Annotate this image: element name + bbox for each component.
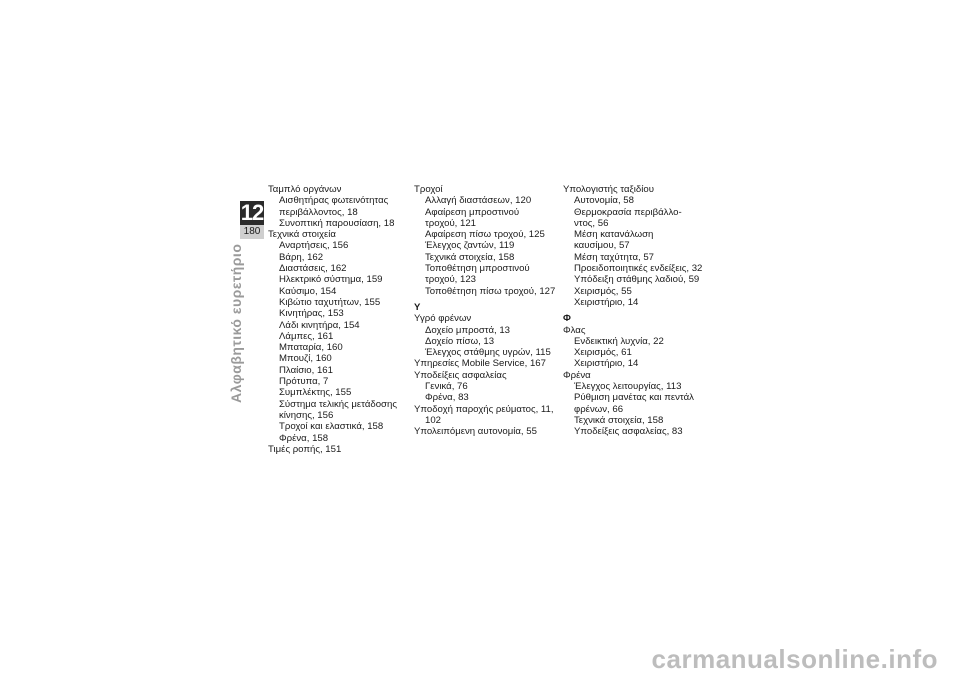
- index-subentry: Μπουζί, 160: [279, 353, 332, 365]
- index-subentry: Έλεγχος στάθμης υγρών, 115: [425, 347, 551, 359]
- index-subentry: Χειρισμός, 55: [574, 285, 632, 297]
- index-entry: Υγρό φρένων: [414, 313, 472, 325]
- index-subentry: καυσίμου, 57: [574, 240, 630, 252]
- index-subentry: Αναρτήσεις, 156: [279, 240, 349, 252]
- index-subentry: Προειδοποιητικές ενδείξεις, 32: [574, 263, 703, 275]
- index-subentry: Αυτονομία, 58: [574, 195, 634, 207]
- watermark: carmanualsonline.info: [651, 644, 938, 674]
- index-entry: Υποδοχή παροχής ρεύματος, 11,: [414, 403, 554, 415]
- index-subentry: Αισθητήρας φωτεινότητας: [279, 195, 389, 207]
- index-subentry: Αφαίρεση μπροστινού: [425, 206, 520, 218]
- index-subentry: Αλλαγή διαστάσεων, 120: [425, 195, 532, 207]
- index-subentry: Τεχνικά στοιχεία, 158: [574, 414, 664, 426]
- index-subentry: Μπαταρία, 160: [279, 342, 343, 354]
- index-subentry: Ενδεικτική λυχνία, 22: [574, 335, 664, 347]
- index-entry: Φλας: [563, 324, 586, 336]
- chapter-tab: [240, 201, 264, 239]
- index-subentry: τροχού, 123: [425, 274, 477, 286]
- index-entry: Ταμπλό οργάνων: [268, 184, 342, 195]
- index-subentry: Κιβώτιο ταχυτήτων, 155: [279, 296, 381, 308]
- index-subentry: 102: [425, 414, 442, 426]
- index-subentry: Τοποθέτηση πίσω τροχού, 127: [425, 285, 556, 297]
- index-entry: Υπολειπόμενη αυτονομία, 55: [414, 426, 537, 438]
- index-subentry: Έλεγχος λειτουργίας, 113: [574, 381, 682, 393]
- index-column-2: [414, 184, 559, 438]
- index-subentry: Δοχείο πίσω, 13: [425, 335, 495, 347]
- index-subentry: κίνησης, 156: [279, 409, 334, 421]
- index-subentry: Φρένα, 158: [279, 432, 329, 444]
- index-subentry: Τροχοί και ελαστικά, 158: [279, 421, 384, 433]
- index-subentry: Λάμπες, 161: [279, 330, 334, 342]
- index-subentry: Βάρη, 162: [279, 251, 324, 263]
- index-subentry: περιβάλλοντος, 18: [279, 206, 358, 218]
- index-subentry: Πρότυπα, 7: [279, 376, 329, 388]
- index-subentry: ντος, 56: [574, 217, 609, 229]
- index-subentry: Κινητήρας, 153: [279, 308, 344, 320]
- index-subentry: Μέση ταχύτητα, 57: [574, 251, 655, 263]
- index-entry: Τεχνικά στοιχεία: [268, 229, 336, 241]
- index-subentry: Πλαίσιο, 161: [279, 364, 333, 376]
- index-subentry: Θερμοκρασία περιβάλλο-: [574, 206, 682, 218]
- index-subentry: Συμπλέκτης, 155: [279, 387, 352, 399]
- index-subentry: Καύσιμο, 154: [279, 285, 337, 297]
- index-subentry: Ηλεκτρικό σύστημα, 159: [279, 274, 383, 286]
- index-subentry: Χειριστήριο, 14: [574, 296, 639, 308]
- index-entry: Φρένα: [563, 369, 591, 381]
- index-entry: Υπηρεσίες Mobile Service, 167: [414, 358, 546, 370]
- index-entry: Υποδείξεις ασφαλείας: [414, 369, 507, 381]
- index-entry: Υπολογιστής ταξιδίου: [563, 184, 654, 195]
- index-subentry: Υπόδειξη στάθμης λαδιού, 59: [574, 274, 700, 286]
- page-number: 180: [240, 225, 264, 239]
- index-subentry: Γενικά, 76: [425, 381, 468, 393]
- chapter-number: 12: [240, 200, 264, 225]
- section-title-vertical: Αλφαβητικό ευρετήριο: [228, 244, 244, 404]
- index-subentry: Συνοπτική παρουσίαση, 18: [279, 217, 395, 229]
- index-letter-heading: Φ: [563, 313, 571, 325]
- index-subentry: Ρύθμιση μανέτας και πεντάλ: [574, 392, 694, 404]
- index-subentry: Χειρισμός, 61: [574, 347, 632, 359]
- index-column-1: [268, 184, 413, 455]
- index-subentry: Υποδείξεις ασφαλείας, 83: [574, 426, 683, 438]
- index-subentry: Σύστημα τελικής μετάδοσης: [279, 398, 397, 410]
- index-subentry: φρένων, 66: [574, 403, 624, 415]
- index-subentry: τροχού, 121: [425, 217, 477, 229]
- index-entry: Τροχοί: [414, 184, 443, 195]
- index-subentry: Τοποθέτηση μπροστινού: [425, 263, 530, 275]
- index-subentry: Αφαίρεση πίσω τροχού, 125: [425, 229, 545, 241]
- index-letter-heading: Υ: [414, 301, 421, 313]
- index-subentry: Έλεγχος ζαντών, 119: [425, 240, 515, 252]
- index-subentry: Φρένα, 83: [425, 392, 469, 404]
- index-subentry: Διαστάσεις, 162: [279, 263, 347, 275]
- index-subentry: Τεχνικά στοιχεία, 158: [425, 251, 515, 263]
- index-entry: Τιμές ροπής, 151: [268, 443, 342, 455]
- index-subentry: Μέση κατανάλωση: [574, 229, 654, 241]
- index-subentry: Λάδι κινητήρα, 154: [279, 319, 360, 331]
- index-subentry: Χειριστήριο, 14: [574, 358, 639, 370]
- index-subentry: Δοχείο μπροστά, 13: [425, 324, 510, 336]
- index-column-3: [563, 184, 708, 438]
